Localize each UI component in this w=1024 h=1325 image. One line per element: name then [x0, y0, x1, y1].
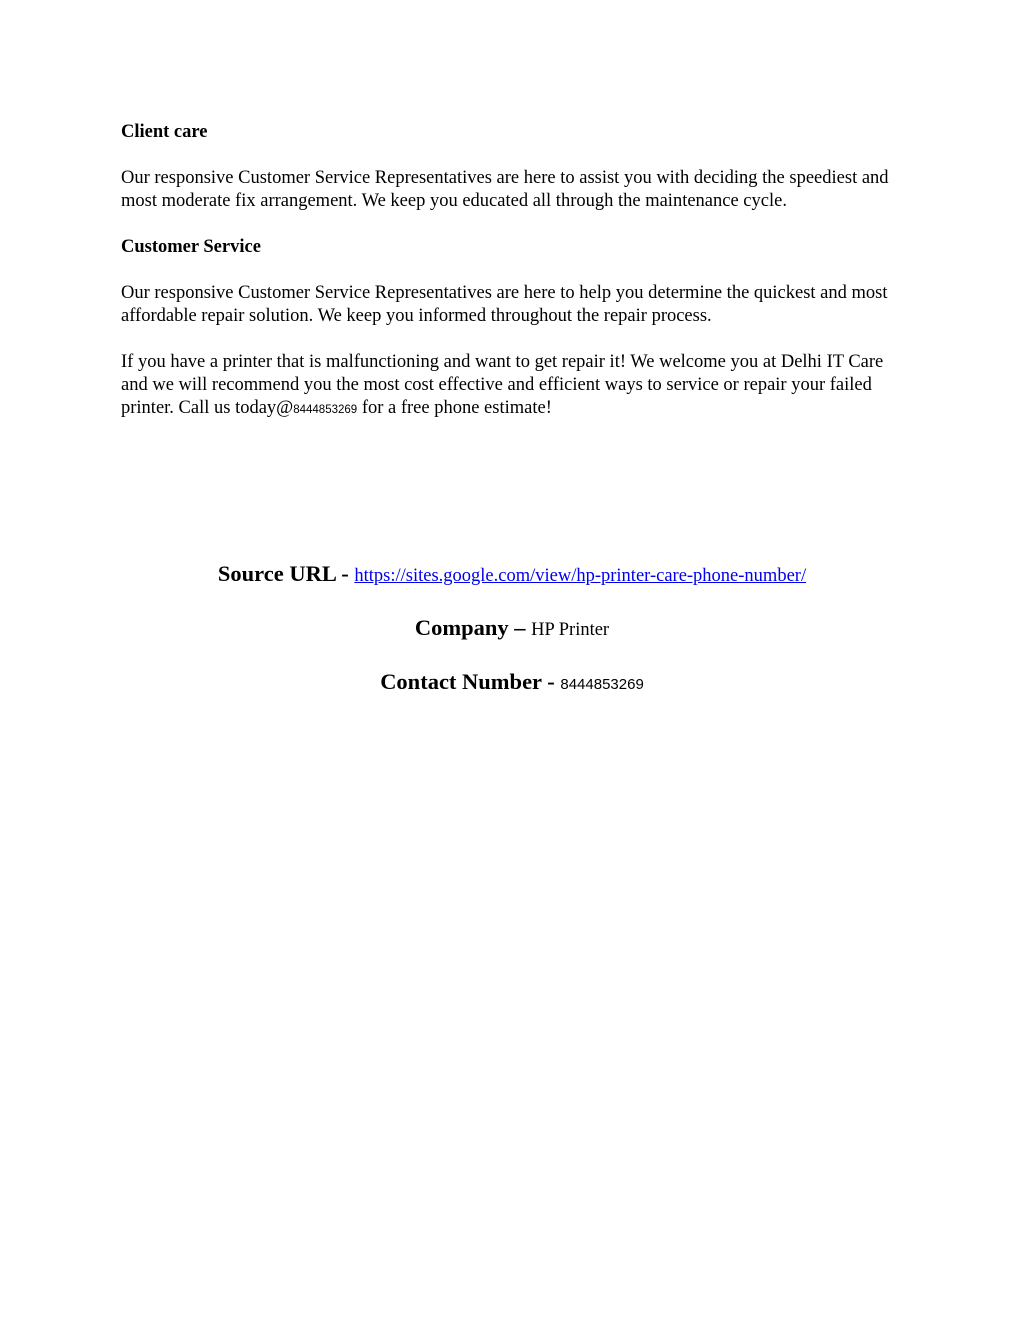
- contact-number-line: [0, 668, 1024, 698]
- spacer: [121, 144, 901, 167]
- document-footer: [0, 560, 1024, 722]
- document-body: [121, 121, 901, 422]
- company-separator: –: [508, 615, 532, 640]
- contact-number-label: Contact Number -: [380, 669, 561, 694]
- section-body-client-care: Our responsive Customer Service Representatives are here to assist you with deciding the speediest and most moderate fix arrangement. We keep you educated all through the maintenance cycle.: [121, 168, 889, 211]
- source-url-label: Source URL -: [217, 561, 355, 586]
- contact-number-value: 8444853269: [560, 676, 644, 693]
- company-label: Company: [414, 615, 509, 640]
- spacer: [121, 328, 901, 351]
- closing-phone-number: 8444853269: [293, 404, 358, 416]
- spacer: [121, 259, 901, 282]
- closing-paragraph: [121, 351, 901, 422]
- spacer: [121, 213, 901, 236]
- closing-text-after: for a free phone estimate!: [357, 398, 552, 418]
- company-line: [0, 614, 1024, 644]
- section-heading-client-care: Client care: [121, 122, 208, 142]
- section-body-customer-service: Our responsive Customer Service Representatives are here to help you determine the quickest and most affordable repair solution. We keep you informed throughout the repair process.: [121, 283, 888, 326]
- section-heading-customer-service: Customer Service: [121, 237, 261, 257]
- company-value: HP Printer: [531, 620, 610, 640]
- source-url-link[interactable]: https://sites.google.com/view/hp-printer-care-phone-number/: [354, 566, 807, 586]
- closing-text-before: If you have a printer that is malfunctioning and want to get repair it! We welcome you at Delhi IT Care and we will recommend you the most cost effective and efficient ways to service or repair your failed printer. Call us today@: [121, 352, 884, 418]
- source-url-line: [0, 560, 1024, 590]
